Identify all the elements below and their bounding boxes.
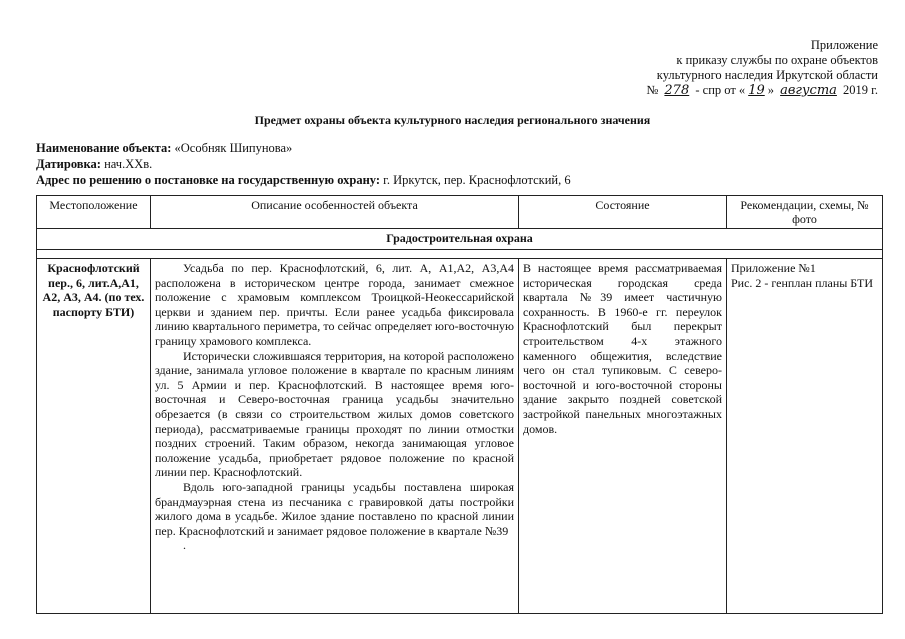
description-paragraph-1: Усадьба по пер. Краснофлотский, 6, лит. А, А1,А2, А3,А4 расположена в историческом центре города, занимает смежное положение с храмовым комплексом Троицкой-Неокессарийской церкви и зданием пер. причты. Если ранее усадьба фиксировала линию квартального периметра, то сейчас определяет юго-восточную границу храмового комплекса. bbox=[155, 261, 514, 348]
header-recommendations: Рекомендации, схемы, № фото bbox=[727, 196, 883, 229]
object-name-value: «Особняк Шипунова» bbox=[174, 141, 293, 155]
table-row bbox=[37, 259, 883, 614]
recommendation-figure: Рис. 2 - генплан планы БТИ bbox=[731, 275, 874, 290]
header-location: Местоположение bbox=[37, 196, 151, 229]
appendix-block bbox=[646, 38, 878, 98]
recommendations-cell bbox=[727, 259, 883, 614]
object-address-row bbox=[36, 172, 571, 188]
object-date-row bbox=[36, 156, 571, 172]
object-name-row bbox=[36, 140, 571, 156]
order-line bbox=[646, 83, 878, 98]
order-year: 2019 г. bbox=[843, 83, 878, 97]
order-month: августа bbox=[780, 83, 837, 98]
appendix-line-1: Приложение bbox=[810, 38, 878, 52]
description-paragraph-3: Вдоль юго-западной границы усадьбы поставлена широкая брандмауэрная стена из песчаника с гравировкой даты постройки жилого дома в усадьбе. Жилое здание поставлено по красной линии пер. Краснофлотский и занимает рядовое положение в квартале №39 bbox=[155, 479, 514, 538]
order-mid: - спр от « bbox=[695, 83, 746, 97]
spacer-cell bbox=[37, 250, 883, 259]
order-day-close: » bbox=[767, 83, 774, 97]
condition-cell: В настоящее время рассматриваемая историческая городская среда квартала №39 имеет частичную сохранность. В 1960-е гг. переулок Краснофлотский был перекрыт строительством 4-х этажного каменного общежития, вследствие чего он стал тупиковым. С северо-восточной и юго-восточной стороны здание закрыто поздней советской застройкой панельных многоэтажных домов. bbox=[519, 259, 727, 614]
table-header-row bbox=[37, 196, 883, 229]
document-title: Предмет охраны объекта культурного наследия регионального значения bbox=[254, 113, 651, 127]
appendix-line-2: к приказу службы по охране объектов bbox=[676, 53, 878, 67]
section-title: Градостроительная охрана bbox=[37, 229, 883, 250]
description-cell bbox=[151, 259, 519, 614]
header-description: Описание особенностей объекта bbox=[151, 196, 519, 229]
protection-table bbox=[36, 195, 883, 614]
spacer-row bbox=[37, 250, 883, 259]
order-day: 19 bbox=[748, 83, 765, 98]
object-address-label: Адрес по решению о постановке на государственную охрану: bbox=[36, 173, 381, 187]
object-date-value: нач.XXв. bbox=[104, 157, 153, 171]
object-address-value: г. Иркутск, пер. Краснофлотский, 6 bbox=[383, 173, 571, 187]
object-date-label: Датировка: bbox=[36, 157, 101, 171]
location-cell: Краснофлотский пер., 6, лит.А,А1, А2, А3, А4. (по тех. паспорту БТИ) bbox=[37, 259, 151, 614]
appendix-line-3: культурного наследия Иркутской области bbox=[656, 68, 878, 82]
header-condition: Состояние bbox=[519, 196, 727, 229]
order-prefix: № bbox=[646, 83, 659, 97]
description-paragraph-2: Исторически сложившаяся территория, на которой расположено здание, занимала угловое положение в квартале по красным линиям ул. 5 Армии и пер. Краснофлотский. В настоящее время юго-восточная и Северо-восточная граница усадьбы значительно обрезается (в связи со строительством жилых домов советского периода), рассматриваемые границы проходят по линии отмостки поздних строений. Таким образом, некогда занимающая угловое положение усадьба, приобретает рядовое положение по красной линии пер. Краснофлотский. bbox=[155, 348, 514, 480]
description-tail: . bbox=[183, 538, 186, 553]
order-number: 278 bbox=[664, 83, 690, 98]
recommendation-appendix: Приложение №1 bbox=[731, 261, 816, 275]
object-name-label: Наименование объекта: bbox=[36, 141, 172, 155]
object-info bbox=[36, 140, 571, 188]
section-row bbox=[37, 229, 883, 250]
